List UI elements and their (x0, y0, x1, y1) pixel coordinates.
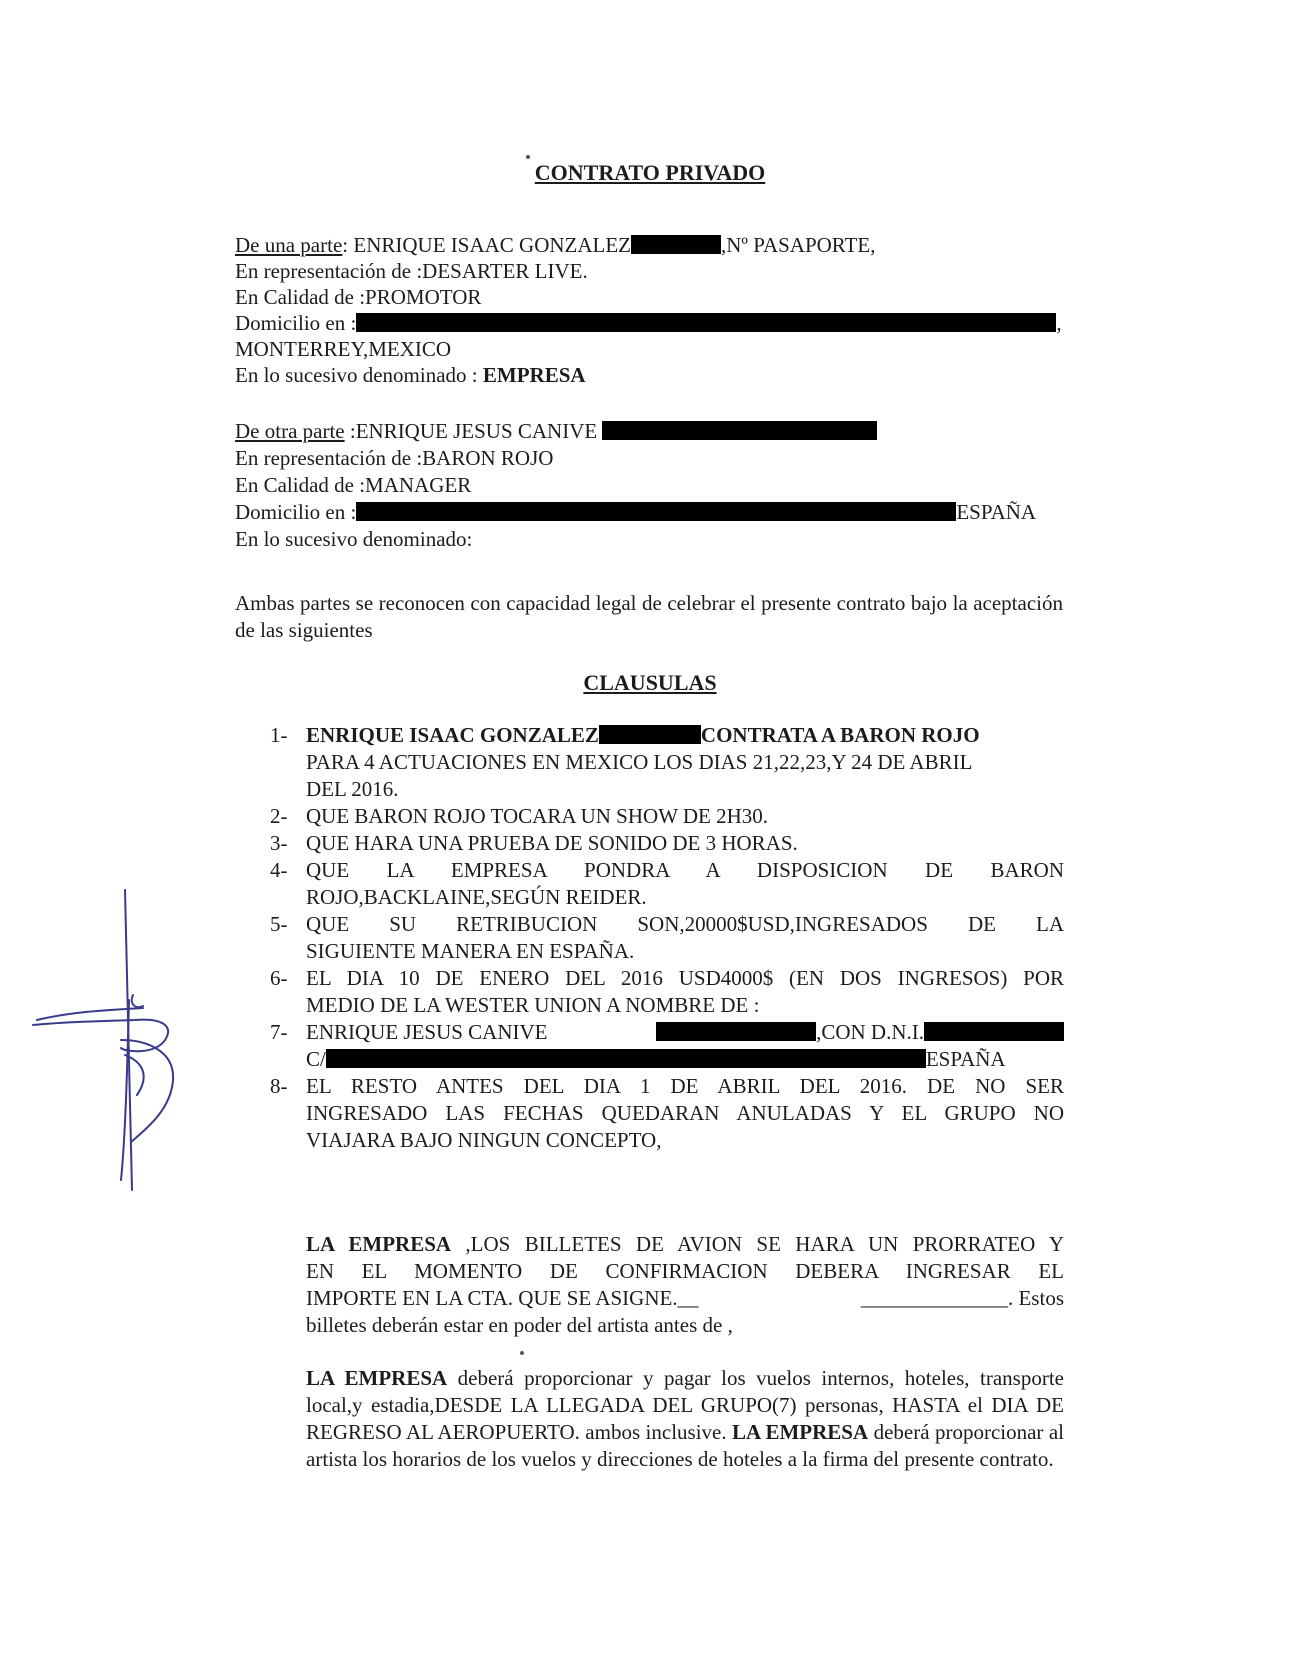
clause-7-line-1 (306, 1019, 1064, 1046)
party1-line (235, 232, 875, 259)
clause-1-name: ENRIQUE ISAAC GONZALEZ (306, 723, 599, 747)
document-title: CONTRATO PRIVADO (534, 160, 766, 185)
party2-address-label: Domicilio en : (235, 500, 357, 524)
clause-1-line-1 (306, 722, 1064, 749)
paragraph-tickets-line-4: billetes deberán estar en poder del artista antes de , (306, 1313, 733, 1337)
paragraph-expenses (306, 1365, 1064, 1473)
redaction-bar (656, 1022, 816, 1041)
clause-7 (306, 1019, 1064, 1073)
party1-city: MONTERREY,MEXICO (235, 337, 452, 361)
clause-7-name: ENRIQUE JESUS CANIVE (306, 1020, 548, 1044)
party1-label: De una parte (235, 233, 343, 257)
clause-8-line-3: VIAJARA BAJO NINGUN CONCEPTO, (306, 1128, 662, 1152)
party2-address (235, 499, 1036, 526)
party1-representation: En representación de :DESARTER LIVE. (235, 259, 588, 283)
clause-7-dni: ,CON D.N.I. (816, 1020, 924, 1044)
clause-6-line-2: MEDIO DE LA WESTER UNION A NOMBRE DE : (306, 993, 760, 1017)
party2-denominated: En lo sucesivo denominado: (235, 527, 473, 551)
clause-5-line-2: SIGUIENTE MANERA EN ESPAÑA. (306, 939, 635, 963)
paragraph-expenses-text-1: deberá proporcionar y pagar los vuelos internos, hoteles, transporte local,y estadia,DESDE LA LLEGADA DEL GRUPO(7) personas, HASTA el DIA DE REGRESO AL AEROPUERTO. ambos inclusive. (306, 1366, 1064, 1444)
preamble: Ambas partes se reconocen con capacidad legal de celebrar el presente contrato bajo la aceptación de las siguientes (235, 591, 1063, 642)
clause-number: 7- (270, 1020, 288, 1044)
party1-denominated (235, 362, 586, 389)
party2-name: :ENRIQUE JESUS CANIVE (344, 419, 598, 443)
paragraph-tickets (306, 1231, 1064, 1339)
party1-passport: ,Nº PASAPORTE, (721, 233, 876, 257)
scan-speck (526, 155, 530, 159)
clause-number: 2- (270, 804, 288, 828)
clause-8-line-2: INGRESADO LAS FECHAS QUEDARAN ANULADAS Y EL GRUPO NO (306, 1101, 1064, 1125)
clause-4-line-2: ROJO,BACKLAINE,SEGÚN REIDER. (306, 885, 647, 909)
clause-7-line-2 (306, 1046, 1064, 1073)
clause-number: 1- (270, 723, 288, 747)
party2-line (235, 418, 877, 445)
clause-number: 6- (270, 966, 288, 990)
paragraph-tickets-text-1: ,LOS BILLETES DE AVION SE HARA UN PRORRATEO Y (451, 1232, 1064, 1256)
redaction-bar (631, 235, 721, 254)
party1-address (235, 310, 1062, 337)
party1-name: : ENRIQUE ISAAC GONZALEZ (342, 233, 632, 257)
clause-6-line-1: EL DIA 10 DE ENERO DEL 2016 USD4000$ (EN DOS INGRESOS) POR (306, 966, 1064, 990)
paragraph-tickets-line-2: EN EL MOMENTO DE CONFIRMACION DEBERA INGRESAR EL (306, 1259, 1064, 1283)
paragraph-tickets-text-3b: ______________. Estos (860, 1286, 1064, 1310)
clause-number: 5- (270, 912, 288, 936)
clause-2: QUE BARON ROJO TOCARA UN SHOW DE 2H30. (306, 804, 769, 828)
clause-number: 4- (270, 858, 288, 882)
redaction-bar (356, 313, 1056, 332)
clause-3: QUE HARA UNA PRUEBA DE SONIDO DE 3 HORAS. (306, 831, 798, 855)
party2-representation: En representación de :BARON ROJO (235, 446, 554, 470)
clause-8 (306, 1073, 1064, 1154)
company-name: LA EMPRESA (732, 1420, 869, 1444)
party2-label: De otra parte (235, 419, 345, 443)
signature-icon (25, 880, 195, 1200)
clause-4-line-1: QUE LA EMPRESA PONDRA A DISPOSICION DE BARON (306, 858, 1064, 882)
paragraph-expenses-text-2: deberá proporcionar al artista los horarios de los vuelos y direcciones de hoteles a la firma del presente contrato. (306, 1420, 1065, 1471)
party1-address-end: , (1056, 311, 1062, 335)
party2-capacity: En Calidad de :MANAGER (235, 473, 472, 497)
clause-number: 8- (270, 1074, 288, 1098)
clause-number: 3- (270, 831, 288, 855)
party1-denominated-prefix: En lo sucesivo denominado : (235, 363, 483, 387)
scan-speck (520, 1351, 524, 1355)
clause-1 (306, 722, 1064, 803)
redaction-bar (599, 725, 701, 744)
paragraph-tickets-text-3a: IMPORTE EN LA CTA. QUE SE ASIGNE.__ (306, 1286, 699, 1310)
clause-1-line-3: DEL 2016. (306, 777, 399, 801)
clause-1-action: CONTRATA A BARON ROJO (700, 723, 980, 747)
redaction-bar (924, 1022, 1064, 1041)
redaction-bar (602, 421, 877, 440)
clause-1-line-2: PARA 4 ACTUACIONES EN MEXICO LOS DIAS 21,22,23,Y 24 DE ABRIL (306, 750, 973, 774)
party1-denominated-name: EMPRESA (482, 363, 586, 387)
paragraph-tickets-line-3 (306, 1285, 1064, 1312)
clause-5 (306, 911, 1064, 965)
clause-7-street: C/ (306, 1047, 326, 1071)
party1-address-label: Domicilio en : (235, 311, 357, 335)
company-name: LA EMPRESA (306, 1366, 448, 1390)
clauses-title: CLAUSULAS (583, 670, 717, 695)
clause-6 (306, 965, 1064, 1019)
redaction-bar (356, 502, 956, 521)
company-name: LA EMPRESA (306, 1232, 452, 1256)
party1-capacity: En Calidad de :PROMOTOR (235, 285, 482, 309)
clause-7-country: ESPAÑA (925, 1047, 1006, 1071)
redaction-bar (326, 1049, 926, 1068)
clause-4 (306, 857, 1064, 911)
clause-5-line-1: QUE SU RETRIBUCION SON,20000$USD,INGRESADOS DE LA (306, 912, 1064, 936)
clause-8-line-1: EL RESTO ANTES DEL DIA 1 DE ABRIL DEL 2016. DE NO SER (306, 1074, 1064, 1098)
party2-address-end: ESPAÑA (956, 500, 1037, 524)
paragraph-tickets-line-1 (306, 1231, 1064, 1258)
